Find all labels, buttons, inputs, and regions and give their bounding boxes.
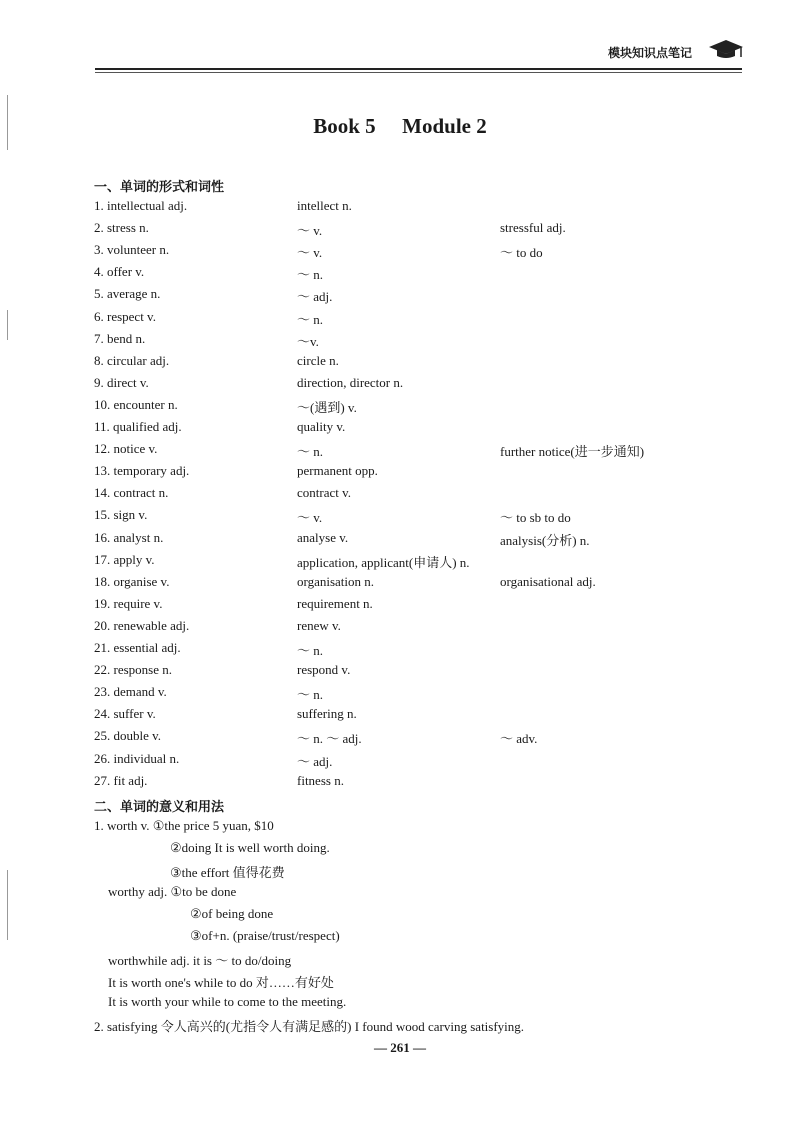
word-entry: 1. intellectual adj. xyxy=(94,198,188,213)
word-extra: ～ adv. xyxy=(500,731,538,747)
word-extra: organisational adj. xyxy=(500,573,596,589)
word-form: respond v. xyxy=(297,662,351,678)
word-entry: 7. bend n. xyxy=(94,330,146,346)
usage-line: worthy adj. ①to be done xyxy=(108,884,237,899)
word-form: organisation n. xyxy=(297,573,375,589)
word-entry: 18. organise v. xyxy=(94,573,170,589)
word-row xyxy=(0,286,800,308)
word-extra: ～ to do xyxy=(500,245,543,261)
word-row xyxy=(0,574,800,596)
word-row xyxy=(0,530,800,552)
word-row xyxy=(0,618,800,640)
word-form: ～ n. xyxy=(297,311,324,327)
word-row xyxy=(0,662,800,684)
word-row xyxy=(0,242,800,264)
word-entry: 21. essential adj. xyxy=(94,640,181,655)
word-row xyxy=(0,751,800,773)
usage-line: ③the effort 值得花费 xyxy=(170,865,285,880)
word-form: direction, director n. xyxy=(297,374,404,390)
word-entry: 27. fit adj. xyxy=(94,772,148,788)
word-entry: 22. response n. xyxy=(94,662,172,678)
word-form: ～ n. ～ adj. xyxy=(297,731,362,747)
word-extra: ～ to sb to do xyxy=(500,510,571,526)
word-entry: 25. double v. xyxy=(94,728,162,744)
word-form: analyse v. xyxy=(297,529,349,545)
word-entry: 15. sign v. xyxy=(94,507,148,523)
page-number: — 261 — xyxy=(374,1040,426,1055)
word-entry: 16. analyst n. xyxy=(94,529,164,545)
word-form: intellect n. xyxy=(297,198,352,213)
word-extra: further notice(进一步通知) xyxy=(500,444,645,460)
word-row xyxy=(0,596,800,618)
word-row xyxy=(0,264,800,286)
section-heading-meaning-usage: 二、单词的意义和用法 xyxy=(94,800,225,815)
word-entry: 9. direct v. xyxy=(94,374,149,390)
word-form: fitness n. xyxy=(297,772,344,788)
word-row xyxy=(0,198,800,220)
word-row xyxy=(0,684,800,706)
word-form: ～ adj. xyxy=(297,753,333,769)
word-entry: 5. average n. xyxy=(94,286,161,302)
scan-margin-mark xyxy=(7,870,8,940)
word-row xyxy=(0,331,800,353)
word-row xyxy=(0,507,800,529)
title-book: Book 5 xyxy=(313,114,376,138)
word-entry: 11. qualified adj. xyxy=(94,419,182,434)
graduation-cap-icon xyxy=(708,38,744,60)
word-form: ～v. xyxy=(297,333,319,349)
word-form: suffering n. xyxy=(297,706,357,722)
word-form: application, applicant(申请人) n. xyxy=(297,554,470,570)
word-entry: 24. suffer v. xyxy=(94,706,156,722)
word-entry: 23. demand v. xyxy=(94,684,167,700)
word-entry: 6. respect v. xyxy=(94,308,156,324)
usage-line: worthwhile adj. it is ～ to do/doing xyxy=(108,953,292,968)
word-entry: 14. contract n. xyxy=(94,485,169,501)
word-row xyxy=(0,552,800,574)
word-form: renew v. xyxy=(297,617,341,633)
title-module: Module 2 xyxy=(402,114,487,138)
usage-line: ②of being done xyxy=(190,906,274,921)
page-title xyxy=(0,114,800,139)
word-row xyxy=(0,728,800,750)
word-form: quality v. xyxy=(297,419,346,434)
word-row xyxy=(0,220,800,242)
word-row xyxy=(0,463,800,485)
usage-line: ③of+n. (praise/trust/respect) xyxy=(190,928,340,943)
word-form: permanent opp. xyxy=(297,463,378,479)
word-form: ～ v. xyxy=(297,510,323,526)
word-entry: 4. offer v. xyxy=(94,264,145,280)
word-form: ～ n. xyxy=(297,687,324,703)
word-entry: 10. encounter n. xyxy=(94,396,178,412)
usage-line: ②doing It is well worth doing. xyxy=(170,840,330,855)
word-row xyxy=(0,309,800,331)
word-entry: 2. stress n. xyxy=(94,220,149,236)
word-row xyxy=(0,375,800,397)
word-row xyxy=(0,397,800,419)
word-entry: 3. volunteer n. xyxy=(94,242,170,258)
word-row xyxy=(0,640,800,662)
word-row xyxy=(0,441,800,463)
header-rule xyxy=(95,68,742,70)
word-form: ～ adj. xyxy=(297,289,333,305)
usage-line: 2. satisfying 令人高兴的(尤指令人有满足感的) I found wood carving satisfying. xyxy=(94,1019,525,1034)
word-entry: 19. require v. xyxy=(94,595,163,611)
word-row xyxy=(0,353,800,375)
usage-line: It is worth one's while to do 对……有好处 xyxy=(108,975,334,990)
word-form: ～(遇到) v. xyxy=(297,399,357,415)
word-row xyxy=(0,419,800,441)
word-row xyxy=(0,773,800,795)
word-entry: 26. individual n. xyxy=(94,750,180,766)
word-extra: stressful adj. xyxy=(500,220,566,236)
word-form: ～ n. xyxy=(297,643,324,658)
page-header-label: 模块知识点笔记 xyxy=(608,46,693,60)
word-form: ～ n. xyxy=(297,267,324,283)
word-entry: 8. circular adj. xyxy=(94,352,170,368)
word-form: requirement n. xyxy=(297,595,373,611)
word-entry: 12. notice v. xyxy=(94,441,158,457)
word-form: circle n. xyxy=(297,352,339,368)
word-row xyxy=(0,706,800,728)
word-form: contract v. xyxy=(297,485,352,501)
word-row xyxy=(0,485,800,507)
word-entry: 17. apply v. xyxy=(94,551,155,567)
word-extra: analysis(分析) n. xyxy=(500,532,590,548)
word-form: ～ n. xyxy=(297,444,324,460)
usage-line: 1. worth v. ①the price 5 yuan, $10 xyxy=(94,818,274,833)
word-form: ～ v. xyxy=(297,223,323,239)
word-entry: 13. temporary adj. xyxy=(94,463,190,479)
usage-line: It is worth your while to come to the meeting. xyxy=(108,994,347,1009)
word-form: ～ v. xyxy=(297,245,323,261)
word-entry: 20. renewable adj. xyxy=(94,617,190,633)
section-heading-word-forms: 一、单词的形式和词性 xyxy=(94,180,225,195)
header-rule-thin xyxy=(95,72,742,73)
